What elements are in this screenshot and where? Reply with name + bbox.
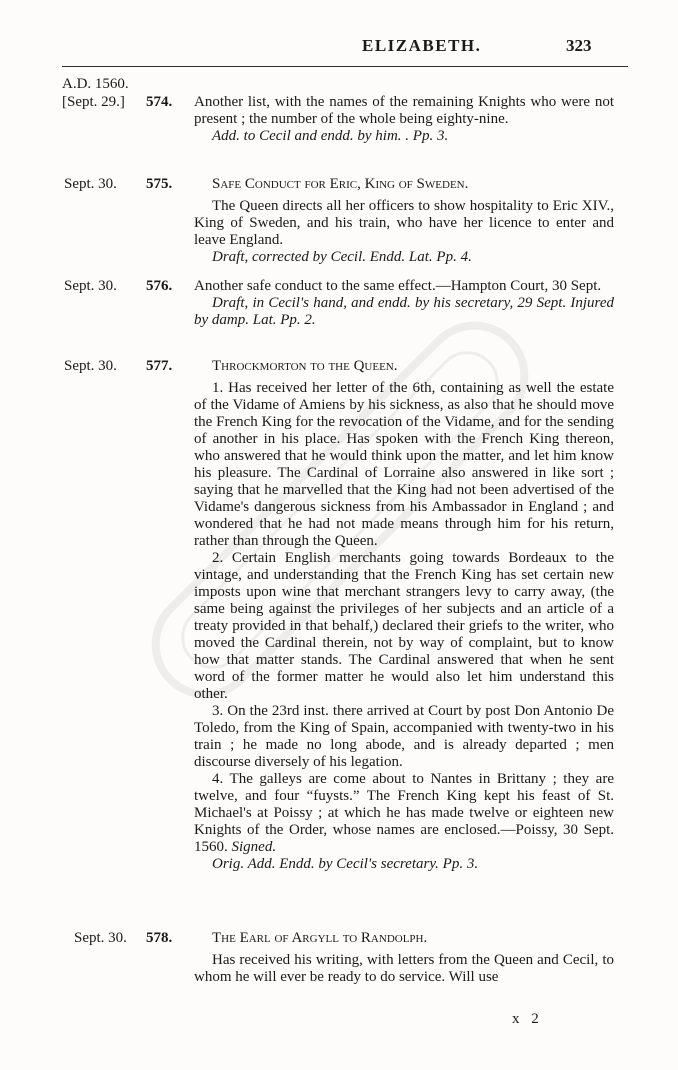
entry-number: 575. bbox=[146, 176, 173, 192]
entry-note: Add. to Cecil and endd. by him. . Pp. 3. bbox=[212, 128, 449, 144]
entry-note: Draft, in Cecil's hand, and endd. by his secretary, 29 Sept. Injured by damp. Lat. Pp. 2. bbox=[194, 295, 614, 328]
entry-paragraph-3: 3. On the 23rd inst. there arrived at Court by post Don Antonio De Toledo, from the King of Spain, accompanied with twenty-two in his train ; he made no long abode, and is already departed ; men discourse diversely of his legation. bbox=[194, 703, 614, 770]
entry-date: Sept. 30. bbox=[64, 278, 117, 294]
entry-paragraph-4 bbox=[194, 771, 614, 856]
entry-date: Sept. 30. bbox=[74, 930, 127, 946]
entry-paragraph-2: 2. Certain English merchants going towards Bordeaux to the vintage, and understanding that the French King has set certain new imposts upon wine that merchant strangers levy to carry away, (the same being against the privileges of her subjects and an article of a treaty provided in that behalf,) declared their griefs to the writer, who moved the Cardinal therein, not by way of complaint, but to know how that matter stands. The Cardinal answered that when he sent word of the former matter he would also let him understand this other. bbox=[194, 550, 614, 702]
entry-title: Throckmorton to the Queen. bbox=[212, 358, 398, 374]
entry-body bbox=[194, 930, 614, 986]
entry-body bbox=[194, 358, 614, 873]
entry-text: The Queen directs all her officers to show hospitality to Eric XIV., King of Sweden, and his train, who have her licence to enter and leave England. bbox=[194, 198, 614, 248]
entry-number: 574. bbox=[146, 94, 173, 110]
entry-text: Has received his writing, with letters from the Queen and Cecil, to whom he will ever be ready to do service. Will use bbox=[194, 952, 614, 985]
page-number: 323 bbox=[566, 36, 592, 55]
signature-mark: x 2 bbox=[512, 1011, 543, 1027]
entry-note: Orig. Add. Endd. by Cecil's secretary. Pp. 3. bbox=[212, 856, 479, 872]
entry-paragraph-1: 1. Has received her letter of the 6th, containing as well the estate of the Vidame of Amiens by his sickness, as also that he should move the French King for the revocation of the Vidame, and for the sending of another in his place. Has spoken with the French King thereon, who answered that he would think upon the matter, and let him know his pleasure. The Cardinal of Lorraine also answered in like sort ; saying that he marvelled that the King had not been advertised of the Vidame's dangerous sickness from his Ambassador in England ; and wondered that he had not made means through him for his return, rather than through the Queen. bbox=[194, 380, 614, 549]
signed-mark: Signed. bbox=[231, 839, 277, 855]
entry-date: Sept. 30. bbox=[64, 176, 117, 192]
entry-text: Another safe conduct to the same effect.—Hampton Court, 30 Sept. bbox=[194, 278, 602, 294]
entry-number: 577. bbox=[146, 358, 173, 374]
entry-number: 578. bbox=[146, 930, 173, 946]
header-divider bbox=[62, 66, 628, 67]
entry-text: Another list, with the names of the remaining Knights who were not present ; the number of the whole being eighty-nine. bbox=[194, 94, 614, 127]
entry-date: Sept. 30. bbox=[64, 358, 117, 374]
year-marker: A.D. 1560. bbox=[62, 76, 129, 92]
running-head-title: ELIZABETH. bbox=[362, 36, 482, 55]
entry-number: 576. bbox=[146, 278, 173, 294]
entry-paragraph-4-text: 4. The galleys are come about to Nantes in Brittany ; they are twelve, and four “fuysts.” The French King kept his feast of St. Michael's at Poissy ; at which he has made twelve or eighteen new Knights of the Order, whose names are enclosed.—Poissy, 30 Sept. 1560. bbox=[194, 771, 614, 855]
entry-body bbox=[194, 176, 614, 266]
entry-body bbox=[194, 278, 614, 329]
entry-title: The Earl of Argyll to Randolph. bbox=[212, 930, 428, 946]
entry-note: Draft, corrected by Cecil. Endd. Lat. Pp. 4. bbox=[212, 249, 472, 265]
entry-body bbox=[194, 94, 614, 145]
entry-date: [Sept. 29.] bbox=[62, 94, 125, 110]
entry-title: Safe Conduct for Eric, King of Sweden. bbox=[212, 176, 469, 192]
